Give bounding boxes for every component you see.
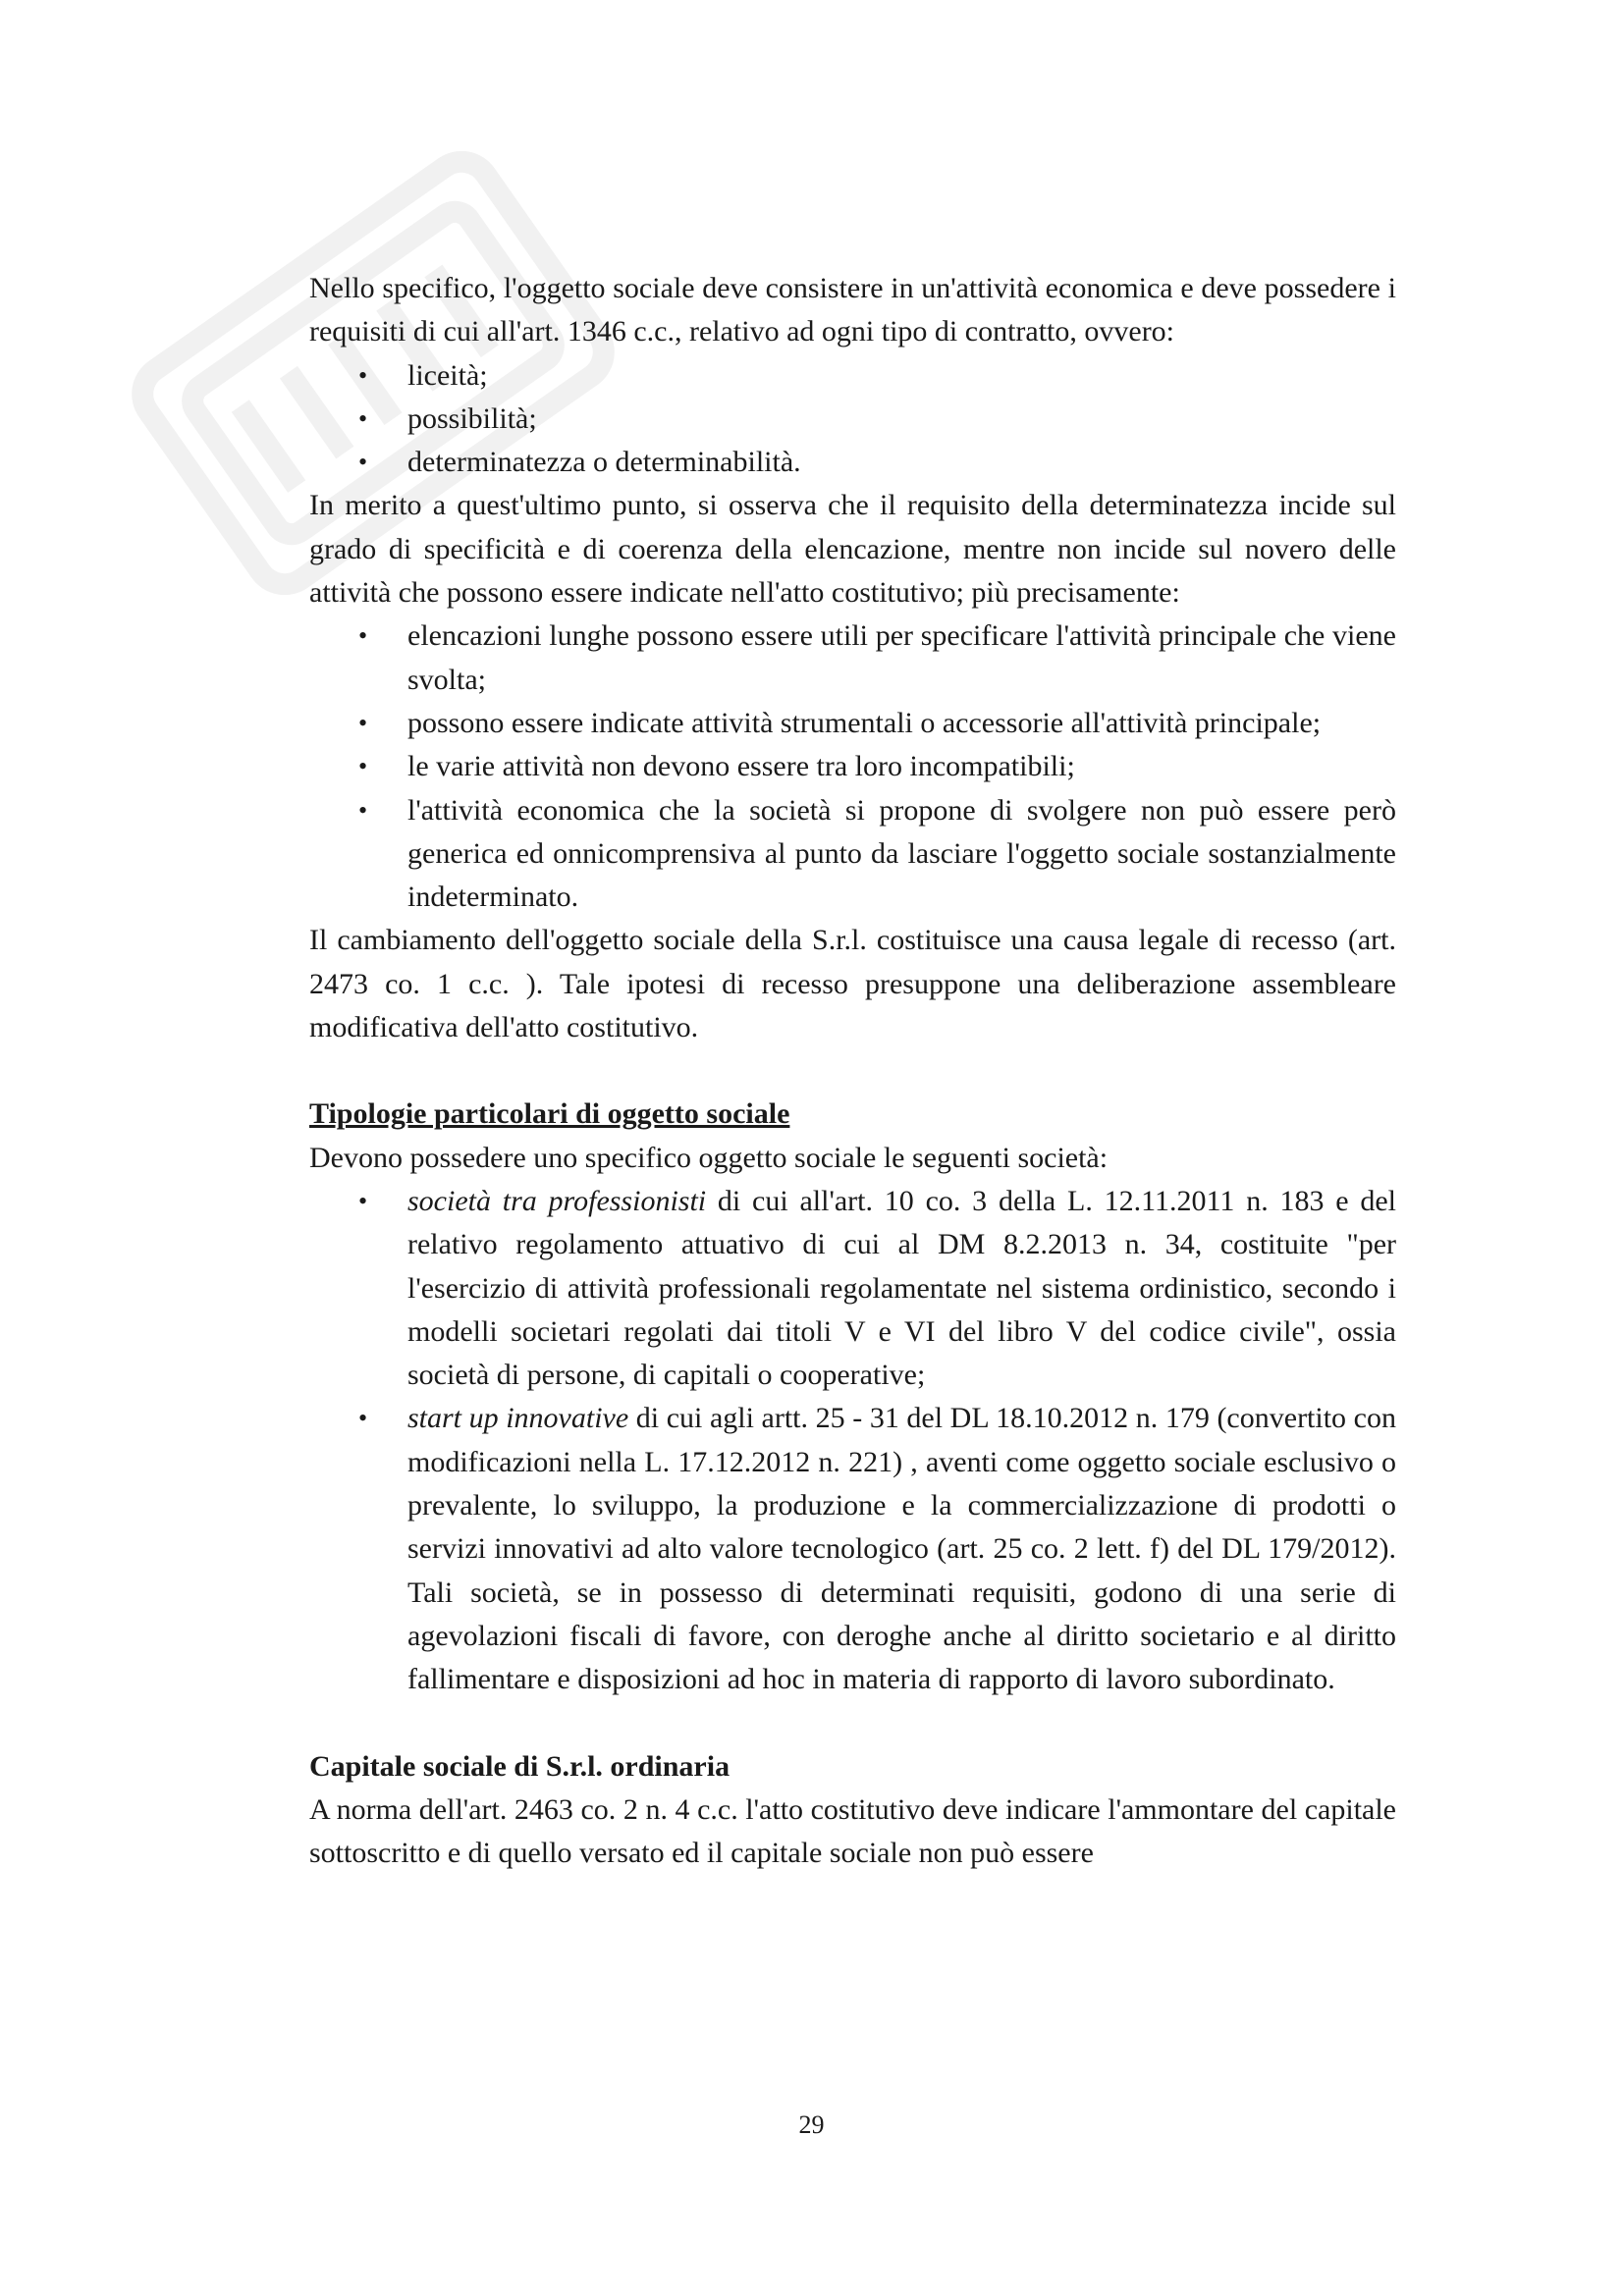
list-item: • possono essere indicate attività strumentali o accessorie all'attività principale; bbox=[309, 702, 1396, 745]
recesso-paragraph: Il cambiamento dell'oggetto sociale della S.r.l. costituisce una causa legale di recesso (art. 2473 co. 1 c.c. ). Tale ipotesi di recesso presuppone una deliberazione assembleare modificativa dell'atto costitutivo. bbox=[309, 924, 1396, 1044]
requirements-list bbox=[309, 354, 1396, 485]
determinatezza-paragraph: In merito a quest'ultimo punto, si osserva che il requisito della determinatezza incide sul grado di specificità e di coerenza della elencazione, mentre non incide sul novero delle attività che possono essere indicate nell'atto costitutivo; più precisamente: bbox=[309, 489, 1396, 610]
list-item: • l'attività economica che la società si propone di svolgere non può essere però generica ed onnicomprensiva al punto da lasciare l'oggetto sociale sostanzialmente indeterminato. bbox=[309, 789, 1396, 920]
page-content bbox=[309, 267, 1396, 1875]
list-item-text: di cui all'art. 10 co. 3 della L. 12.11.2011 n. 183 e del relativo regolamento attuativo di cui al DM 8.2.2013 n. 34, costituite "per l'esercizio di attività professionali regolamentate nel sistema ordinistico, secondo i modelli societari regolati dai titoli V e VI del libro V del codice civile", ossia società di persone, di capitali o cooperative; bbox=[407, 1184, 1397, 1392]
list-item: • le varie attività non devono essere tra loro incompatibili; bbox=[309, 745, 1396, 788]
tipologie-heading: Tipologie particolari di oggetto sociale bbox=[309, 1097, 790, 1131]
tipologie-intro: Devono possedere uno specifico oggetto sociale le seguenti società: bbox=[309, 1141, 1109, 1174]
determinatezza-list bbox=[309, 614, 1396, 919]
list-item-term: società tra professionisti bbox=[407, 1184, 707, 1217]
intro-paragraph: Nello specifico, l'oggetto sociale deve consistere in un'attività economica e deve possedere i requisiti di cui all'art. 1346 c.c., relativo ad ogni tipo di contratto, ovvero: bbox=[309, 272, 1396, 348]
list-item: • elencazioni lunghe possono essere utili per specificare l'attività principale che viene svolta; bbox=[309, 614, 1396, 702]
list-item-text: di cui agli artt. 25 - 31 del DL 18.10.2012 n. 179 (convertito con modificazioni nella L. 17.12.2012 n. 221) , aventi come oggetto sociale esclusivo o prevalente, lo sviluppo, la produzione e la commercializzazione di prodotti o servizi innovativi ad alto valore tecnologico (art. 25 co. 2 lett. f) del DL 179/2012). Tali società, se in possesso di determinati requisiti, godono di una serie di agevolazioni fiscali di favore, con deroghe anche al diritto societario e al diritto fallimentare e disposizioni ad hoc in materia di rapporto di lavoro subordinato. bbox=[407, 1402, 1396, 1696]
tipologie-list bbox=[309, 1180, 1396, 1702]
page-number: 29 bbox=[798, 2110, 825, 2139]
list-item-term: start up innovative bbox=[407, 1402, 629, 1435]
list-item: • liceità; bbox=[309, 354, 1396, 398]
capitale-heading: Capitale sociale di S.r.l. ordinaria bbox=[309, 1749, 730, 1783]
capitale-paragraph: A norma dell'art. 2463 co. 2 n. 4 c.c. l'atto costitutivo deve indicare l'ammontare del capitale sottoscritto e di quello versato ed il capitale sociale non può essere bbox=[309, 1792, 1396, 1870]
list-item bbox=[309, 1397, 1396, 1701]
list-item: • determinatezza o determinabilità. bbox=[309, 441, 1396, 484]
list-item bbox=[309, 1180, 1396, 1397]
list-item: • possibilità; bbox=[309, 398, 1396, 441]
